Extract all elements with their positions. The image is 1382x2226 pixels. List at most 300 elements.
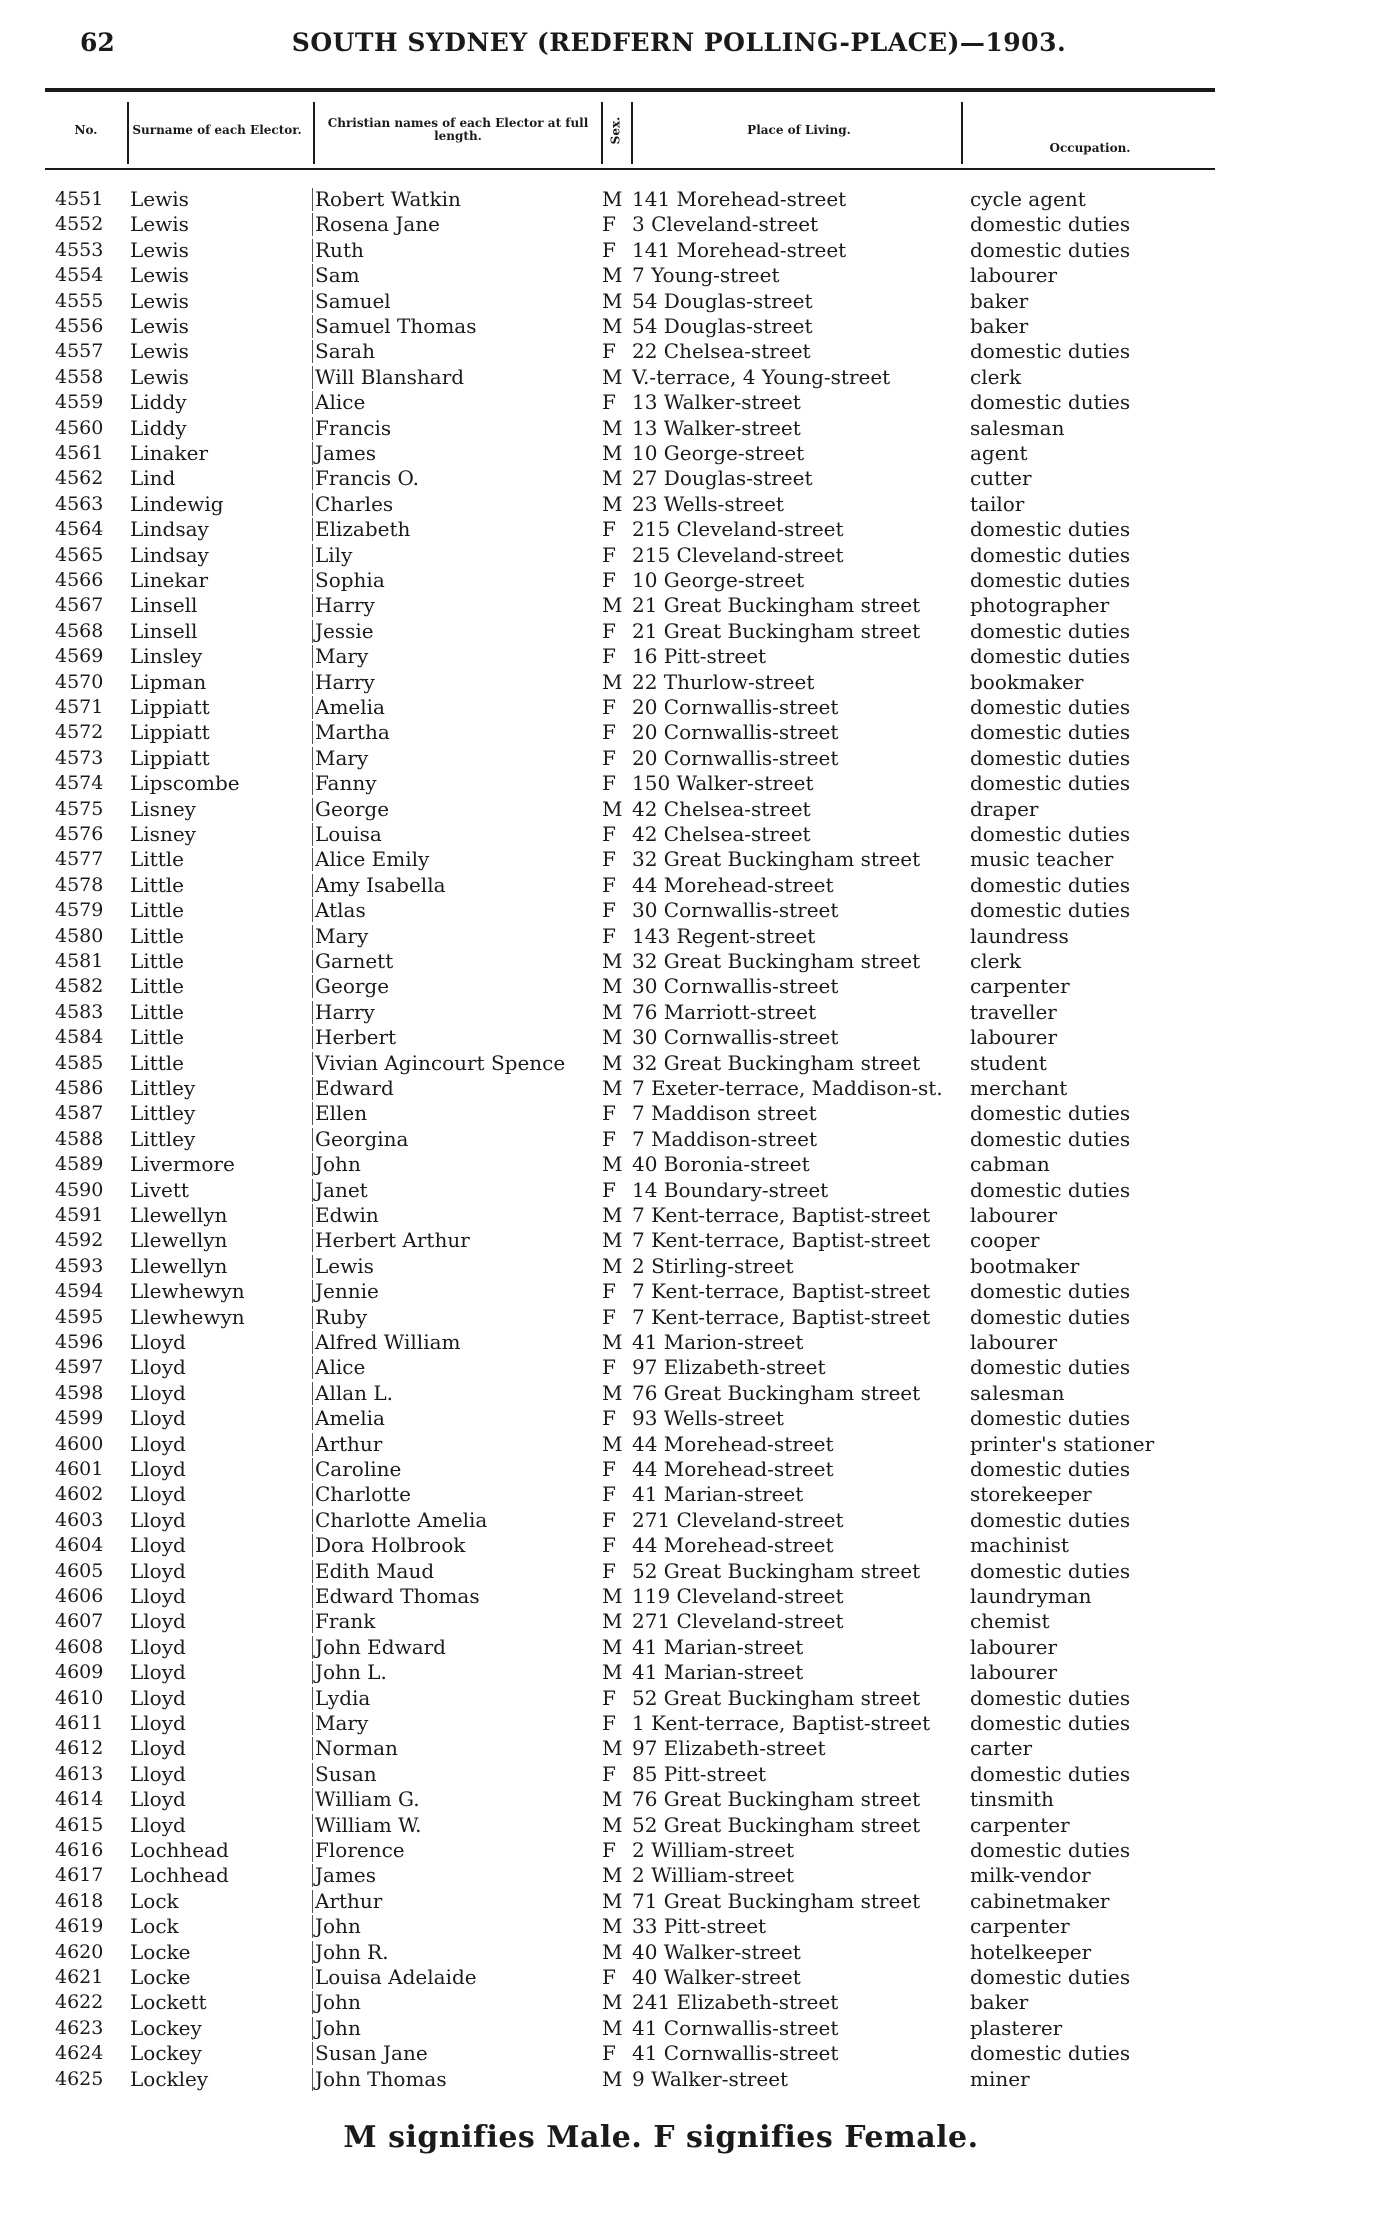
table-row <box>0 1635 1382 1660</box>
sex: M <box>602 263 623 288</box>
occupation: baker <box>970 288 1029 313</box>
place-of-living: 27 Douglas-street <box>632 466 813 491</box>
surname: Lloyd <box>130 1431 186 1456</box>
occupation: laundress <box>970 923 1069 948</box>
surname: Livermore <box>130 1152 235 1177</box>
surname: Llewhewyn <box>130 1304 245 1329</box>
christian-names: Edwin <box>315 1203 379 1227</box>
table-row <box>0 289 1382 314</box>
place-of-living: 7 Kent-terrace, Baptist-street <box>632 1203 931 1227</box>
christian-names: Alice <box>315 1355 366 1380</box>
sex: M <box>602 2015 623 2040</box>
sex: F <box>602 1177 616 1202</box>
christian-names: Mary <box>315 923 369 948</box>
christian-names: Herbert <box>315 1025 397 1050</box>
sex: F <box>602 1838 616 1862</box>
table-row <box>0 1127 1382 1152</box>
surname: Lewis <box>130 263 189 288</box>
sex: M <box>602 999 623 1024</box>
surname: Lisney <box>130 822 196 846</box>
entry-number: 4583 <box>55 1000 104 1023</box>
christian-names: Ruby <box>315 1304 368 1329</box>
place-of-living: 44 Morehead-street <box>632 1457 834 1481</box>
table-row <box>0 746 1382 771</box>
christian-names: Garnett <box>315 949 394 973</box>
occupation: carpenter <box>970 974 1070 999</box>
surname: Little <box>130 1050 184 1075</box>
surname: Little <box>130 847 184 872</box>
surname: Lock <box>130 1888 179 1913</box>
sex: F <box>602 1457 616 1481</box>
christian-names: John Edward <box>315 1634 446 1659</box>
table-row <box>0 1813 1382 1838</box>
entry-number: 4561 <box>55 442 104 464</box>
footer-text: M signifies Male. F signifies Female. <box>343 2120 979 2155</box>
place-of-living: 2 William-street <box>632 1838 795 1862</box>
place-of-living: 85 Pitt-street <box>632 1761 767 1786</box>
sex: F <box>602 237 616 262</box>
place-of-living: 22 Thurlow-street <box>632 669 815 694</box>
entry-number: 4613 <box>55 1762 104 1785</box>
place-of-living: 13 Walker-street <box>632 390 801 415</box>
occupation: domestic duties <box>970 1558 1131 1583</box>
surname: Lindsay <box>130 517 209 542</box>
christian-names: Rosena Jane <box>315 212 441 237</box>
surname: Lloyd <box>130 1457 186 1481</box>
table-row <box>0 339 1382 364</box>
occupation: domestic duties <box>970 1355 1131 1380</box>
occupation: labourer <box>970 1634 1058 1659</box>
entry-number: 4604 <box>55 1534 104 1557</box>
place-of-living: 215 Cleveland-street <box>632 542 844 567</box>
place-of-living: 76 Great Buckingham street <box>632 1380 921 1405</box>
sex: M <box>602 1660 623 1685</box>
entry-number: 4559 <box>55 391 104 414</box>
entry-number: 4619 <box>55 1915 104 1938</box>
christian-names: Harry <box>315 593 375 618</box>
table-row <box>0 1711 1382 1736</box>
entry-number: 4597 <box>55 1356 104 1379</box>
christian-names: John Thomas <box>315 2066 447 2091</box>
place-of-living: 1 Kent-terrace, Baptist-street <box>632 1711 931 1735</box>
occupation: miner <box>970 2066 1030 2091</box>
christian-names: Amy Isabella <box>315 872 446 897</box>
entry-number: 4567 <box>55 594 104 617</box>
table-row <box>0 1203 1382 1228</box>
sex: F <box>602 517 616 542</box>
surname: Little <box>130 872 184 897</box>
sex: M <box>602 491 623 516</box>
place-of-living: 16 Pitt-street <box>632 644 767 669</box>
place-of-living: 14 Boundary-street <box>632 1177 829 1202</box>
place-of-living: 42 Chelsea-street <box>632 796 811 821</box>
table-row <box>0 238 1382 263</box>
entry-number: 4590 <box>55 1178 104 1201</box>
christian-names: Norman <box>315 1736 398 1761</box>
header-surname: Surname of each Elector. <box>132 122 302 137</box>
entry-number: 4569 <box>55 645 104 668</box>
entry-number: 4609 <box>55 1661 104 1684</box>
occupation: milk-vendor <box>970 1863 1091 1888</box>
occupation: baker <box>970 1990 1029 2015</box>
christian-names: Susan Jane <box>315 2041 428 2066</box>
table-row <box>0 1305 1382 1330</box>
christian-names: Alice Emily <box>315 847 430 872</box>
christian-names: Sam <box>315 263 360 288</box>
table-row <box>0 644 1382 669</box>
place-of-living: 54 Douglas-street <box>632 314 813 338</box>
christian-names: Robert Watkin <box>315 187 461 211</box>
christian-names: Samuel Thomas <box>315 314 477 338</box>
place-of-living: 215 Cleveland-street <box>632 517 844 542</box>
occupation: domestic duties <box>970 720 1131 745</box>
surname: Little <box>130 974 184 999</box>
sex: M <box>602 364 623 389</box>
sex: M <box>602 1939 623 1964</box>
christian-names: Dora Holbrook <box>315 1533 466 1558</box>
occupation: labourer <box>970 1330 1058 1354</box>
entry-number: 4579 <box>55 899 104 922</box>
place-of-living: 141 Morehead-street <box>632 187 847 211</box>
occupation: domestic duties <box>970 542 1131 567</box>
place-of-living: 33 Pitt-street <box>632 1914 767 1939</box>
surname: Lloyd <box>130 1812 186 1837</box>
sex: M <box>602 796 623 821</box>
surname: Lochhead <box>130 1863 229 1888</box>
christian-names: John R. <box>315 1939 389 1964</box>
sex: F <box>602 720 616 745</box>
table-row <box>0 1762 1382 1787</box>
table-row <box>0 1381 1382 1406</box>
sex: M <box>602 1025 623 1050</box>
entry-number: 4606 <box>55 1585 104 1607</box>
table-row <box>0 543 1382 568</box>
table-row <box>0 822 1382 847</box>
christian-names: Charlotte <box>315 1482 412 1507</box>
table-row <box>0 1736 1382 1761</box>
occupation: salesman <box>970 1380 1065 1405</box>
christian-names: Florence <box>315 1838 405 1862</box>
table-row <box>0 873 1382 898</box>
christian-names: Allan L. <box>315 1380 394 1405</box>
christian-names: Jessie <box>315 618 374 643</box>
table-row <box>0 1584 1382 1609</box>
occupation: domestic duties <box>970 1177 1131 1202</box>
occupation: domestic duties <box>970 212 1131 237</box>
place-of-living: 97 Elizabeth-street <box>632 1736 826 1761</box>
sex: M <box>602 1609 623 1634</box>
christian-names: Ruth <box>315 237 364 262</box>
surname: Lochhead <box>130 1838 229 1862</box>
occupation: carpenter <box>970 1914 1070 1939</box>
table-row <box>0 898 1382 923</box>
christian-names: Charlotte Amelia <box>315 1507 488 1532</box>
table-row <box>0 1406 1382 1431</box>
table-row <box>0 2067 1382 2092</box>
entry-number: 4554 <box>55 264 104 287</box>
occupation: storekeeper <box>970 1482 1092 1507</box>
place-of-living: 22 Chelsea-street <box>632 339 811 364</box>
place-of-living: 40 Boronia-street <box>632 1152 810 1177</box>
header-divider <box>961 102 963 164</box>
sex: M <box>602 2066 623 2091</box>
christian-names: Louisa Adelaide <box>315 1965 477 1989</box>
header-place-of-living: Place of Living. <box>747 122 851 137</box>
occupation: domestic duties <box>970 1838 1131 1862</box>
table-row <box>0 695 1382 720</box>
surname: Linsley <box>130 644 203 669</box>
occupation: baker <box>970 314 1029 338</box>
entry-number: 4553 <box>55 238 104 261</box>
occupation: domestic duties <box>970 1711 1131 1735</box>
sex: F <box>602 339 616 364</box>
sex: F <box>602 212 616 237</box>
entry-number: 4594 <box>55 1280 104 1303</box>
christian-names: Elizabeth <box>315 517 411 542</box>
christian-names: John <box>315 2015 361 2040</box>
entry-number: 4615 <box>55 1813 104 1836</box>
christian-names: John <box>315 1990 361 2015</box>
entry-number: 4575 <box>55 797 104 820</box>
entry-number: 4555 <box>55 289 104 312</box>
surname: Lewis <box>130 288 189 313</box>
entry-number: 4605 <box>55 1559 104 1582</box>
place-of-living: 7 Maddison street <box>632 1101 817 1126</box>
place-of-living: 7 Exeter-terrace, Maddison-st. <box>632 1076 943 1100</box>
entry-number: 4618 <box>55 1889 104 1912</box>
sex: M <box>602 1152 623 1177</box>
table-row <box>0 847 1382 872</box>
table-row <box>0 1686 1382 1711</box>
christian-names: George <box>315 974 390 999</box>
place-of-living: 30 Cornwallis-street <box>632 898 839 923</box>
entry-number: 4577 <box>55 848 104 871</box>
surname: Llewhewyn <box>130 1279 245 1304</box>
occupation: domestic duties <box>970 618 1131 643</box>
table-row <box>0 1965 1382 1990</box>
sex: M <box>602 1203 623 1227</box>
surname: Lindsay <box>130 542 209 567</box>
surname: Lloyd <box>130 1660 186 1685</box>
table-row <box>0 1152 1382 1177</box>
christian-names: Mary <box>315 1711 369 1735</box>
entry-number: 4591 <box>55 1204 104 1226</box>
christian-names: Fanny <box>315 771 377 796</box>
christian-names: Amelia <box>315 1406 385 1431</box>
sex: M <box>602 1787 623 1812</box>
sex: M <box>602 1330 623 1354</box>
header-occupation: Occupation. <box>1049 140 1131 155</box>
table-row <box>0 1025 1382 1050</box>
entry-number: 4552 <box>55 213 104 236</box>
surname: Lewis <box>130 339 189 364</box>
table-row <box>0 1254 1382 1279</box>
sex: M <box>602 1228 623 1253</box>
sex: M <box>602 1990 623 2015</box>
sex: F <box>602 1965 616 1989</box>
entry-number: 4593 <box>55 1254 104 1277</box>
sex: F <box>602 644 616 669</box>
surname: Lloyd <box>130 1330 186 1354</box>
place-of-living: 41 Cornwallis-street <box>632 2015 839 2040</box>
surname: Lockey <box>130 2041 202 2066</box>
place-of-living: 44 Morehead-street <box>632 1431 834 1456</box>
table-row <box>0 466 1382 491</box>
place-of-living: 7 Kent-terrace, Baptist-street <box>632 1304 931 1329</box>
sex: M <box>602 1380 623 1405</box>
christian-names: Frank <box>315 1609 376 1634</box>
entry-number: 4617 <box>55 1864 104 1887</box>
occupation: bootmaker <box>970 1253 1080 1278</box>
christian-names: Caroline <box>315 1457 402 1481</box>
christian-names: John L. <box>315 1660 387 1685</box>
table-row <box>0 1101 1382 1126</box>
header-sex <box>603 92 629 168</box>
surname: Locke <box>130 1939 191 1964</box>
entry-number: 4584 <box>55 1026 104 1049</box>
entry-number: 4592 <box>55 1229 104 1252</box>
header-christian-names: Christian names of each Elector at full length. <box>327 116 589 143</box>
christian-names: Lydia <box>315 1685 371 1710</box>
christian-names: James <box>315 441 377 465</box>
sex: M <box>602 1431 623 1456</box>
table-row <box>0 1660 1382 1685</box>
entry-number: 4595 <box>55 1305 104 1328</box>
surname: Liddy <box>130 415 187 440</box>
place-of-living: 10 George-street <box>632 441 805 465</box>
occupation: domestic duties <box>970 898 1131 923</box>
occupation: domestic duties <box>970 2041 1131 2066</box>
entry-number: 4586 <box>55 1077 104 1099</box>
table-row <box>0 416 1382 441</box>
sex: M <box>602 949 623 973</box>
entry-number: 4563 <box>55 492 104 515</box>
place-of-living: 52 Great Buckingham street <box>632 1558 921 1583</box>
sex: F <box>602 1507 616 1532</box>
sex: F <box>602 1711 616 1735</box>
sex: M <box>602 1888 623 1913</box>
table-row <box>0 1533 1382 1558</box>
entry-number: 4621 <box>55 1966 104 1988</box>
surname: Lippiatt <box>130 745 210 770</box>
table-row <box>0 314 1382 339</box>
sex: F <box>602 695 616 719</box>
sex: M <box>602 288 623 313</box>
christian-names: Francis <box>315 415 392 440</box>
surname: Lock <box>130 1914 179 1939</box>
table-row <box>0 1228 1382 1253</box>
sex: F <box>602 390 616 415</box>
surname: Lloyd <box>130 1507 186 1532</box>
surname: Lloyd <box>130 1634 186 1659</box>
header-no: No. <box>74 122 98 137</box>
occupation: labourer <box>970 1660 1058 1685</box>
surname: Linsell <box>130 618 198 643</box>
christian-names: Charles <box>315 491 394 516</box>
place-of-living: 21 Great Buckingham street <box>632 618 921 643</box>
surname: Lockley <box>130 2066 209 2091</box>
entry-number: 4571 <box>55 696 104 718</box>
entry-number: 4589 <box>55 1153 104 1176</box>
entry-number: 4607 <box>55 1610 104 1633</box>
table-row <box>0 670 1382 695</box>
christian-names: Janet <box>315 1177 368 1202</box>
occupation: domestic duties <box>970 1507 1131 1532</box>
table-row <box>0 1355 1382 1380</box>
surname: Lindewig <box>130 491 224 516</box>
occupation: labourer <box>970 263 1058 288</box>
occupation: domestic duties <box>970 237 1131 262</box>
entry-number: 4574 <box>55 772 104 795</box>
sex: F <box>602 1761 616 1786</box>
occupation: domestic duties <box>970 644 1131 669</box>
table-row <box>0 2041 1382 2066</box>
place-of-living: 76 Great Buckingham street <box>632 1787 921 1812</box>
surname: Llewellyn <box>130 1203 228 1227</box>
occupation: plasterer <box>970 2015 1063 2040</box>
surname: Lloyd <box>130 1685 186 1710</box>
occupation: cutter <box>970 466 1032 491</box>
christian-names: George <box>315 796 390 821</box>
occupation: domestic duties <box>970 390 1131 415</box>
sex: M <box>602 974 623 999</box>
occupation: merchant <box>970 1076 1068 1100</box>
surname: Locke <box>130 1965 191 1989</box>
table-row <box>0 1609 1382 1634</box>
place-of-living: 20 Cornwallis-street <box>632 745 839 770</box>
entry-number: 4568 <box>55 619 104 642</box>
sex: F <box>602 618 616 643</box>
entry-number: 4596 <box>55 1331 104 1353</box>
sex: F <box>602 898 616 923</box>
occupation: domestic duties <box>970 1406 1131 1431</box>
christian-names: Alice <box>315 390 366 415</box>
table-row <box>0 1178 1382 1203</box>
table-row <box>0 593 1382 618</box>
entry-number: 4578 <box>55 873 104 896</box>
place-of-living: 97 Elizabeth-street <box>632 1355 826 1380</box>
sex: M <box>602 187 623 211</box>
table-row <box>0 1432 1382 1457</box>
table-row <box>0 1863 1382 1888</box>
entry-number: 4603 <box>55 1508 104 1531</box>
surname: Lloyd <box>130 1736 186 1761</box>
place-of-living: 41 Cornwallis-street <box>632 2041 839 2066</box>
surname: Linaker <box>130 441 208 465</box>
table-row <box>0 390 1382 415</box>
sex: F <box>602 1482 616 1507</box>
sex: M <box>602 1050 623 1075</box>
page-number: 62 <box>80 28 115 57</box>
entry-number: 4581 <box>55 950 104 972</box>
place-of-living: 241 Elizabeth-street <box>632 1990 839 2015</box>
entry-number: 4600 <box>55 1432 104 1455</box>
sex: M <box>602 1812 623 1837</box>
entry-number: 4598 <box>55 1381 104 1404</box>
table-row <box>0 1990 1382 2015</box>
surname: Lind <box>130 466 176 491</box>
table-row <box>0 517 1382 542</box>
occupation: domestic duties <box>970 1761 1131 1786</box>
table-row <box>0 924 1382 949</box>
table-row <box>0 720 1382 745</box>
sex: F <box>602 872 616 897</box>
christian-names: Lewis <box>315 1253 374 1278</box>
place-of-living: 150 Walker-street <box>632 771 814 796</box>
christian-names: Georgina <box>315 1126 409 1151</box>
christian-names: Sophia <box>315 568 385 592</box>
surname: Littley <box>130 1076 196 1100</box>
